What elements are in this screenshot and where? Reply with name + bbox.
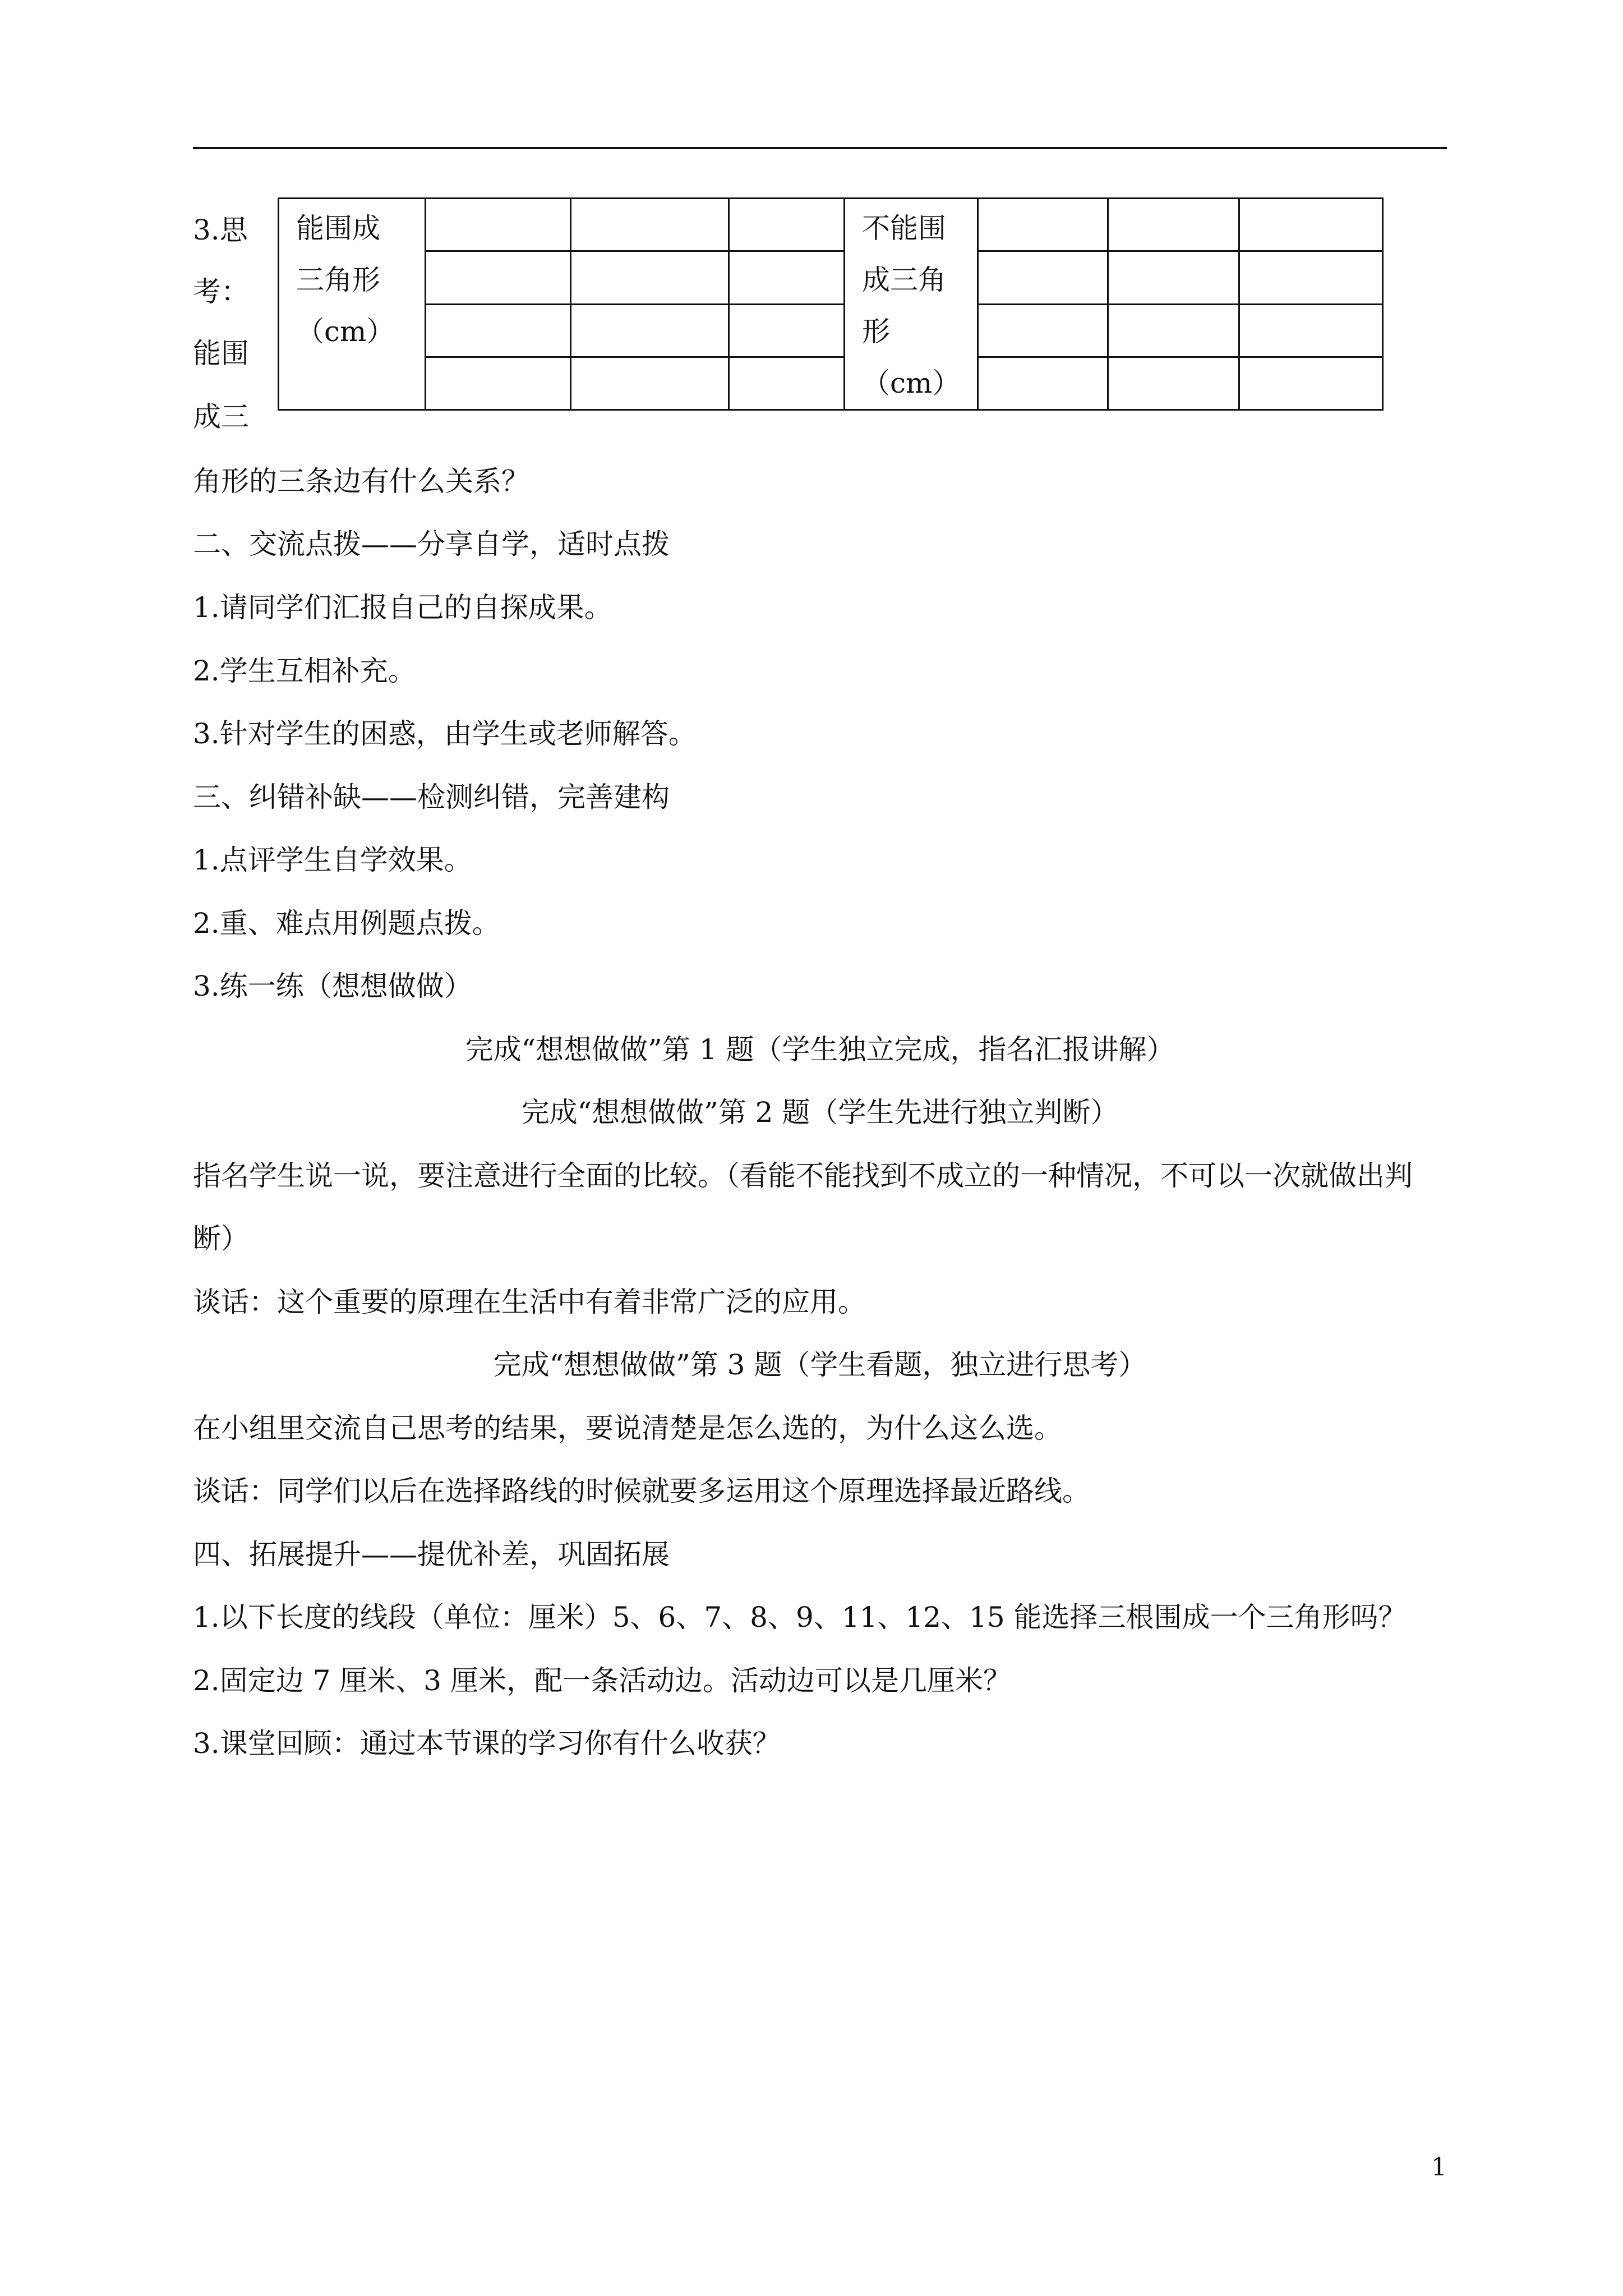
paragraph-line: 1.点评学生自学效果。 bbox=[193, 844, 472, 876]
paragraph-line: 3.针对学生的困惑，由学生或老师解答。 bbox=[193, 717, 697, 750]
cannot-form-triangle-label: 不能围 成三角 形 （cm） bbox=[845, 199, 978, 410]
question3-label-line-4: 成三 bbox=[193, 401, 249, 433]
page-number: 1 bbox=[1431, 2153, 1447, 2182]
exercise-line: 完成“想想做做”第 1 题（学生独立完成，指名汇报讲解） bbox=[465, 1033, 1175, 1066]
table-cell bbox=[571, 251, 729, 304]
paragraph-line: 2.重、难点用例题点拨。 bbox=[193, 907, 500, 940]
table-cell bbox=[1239, 357, 1383, 409]
question3-label-line-2: 考： bbox=[193, 275, 249, 308]
table-cell bbox=[426, 251, 571, 304]
table-cell bbox=[978, 357, 1108, 409]
table-row bbox=[279, 199, 1383, 251]
paragraph-line: 谈话：同学们以后在选择路线的时候就要多运用这个原理选择最近路线。 bbox=[193, 1475, 1090, 1507]
table-cell bbox=[1108, 251, 1239, 304]
section-heading-2: 二、交流点拨——分享自学，适时点拨 bbox=[193, 528, 670, 560]
table-cell bbox=[1108, 199, 1239, 251]
paragraph-line: 3.练一练（想想做做） bbox=[193, 970, 472, 1002]
table-cell bbox=[571, 357, 729, 409]
table-cell bbox=[1239, 304, 1383, 357]
table-cell bbox=[1108, 304, 1239, 357]
question3-continuation: 角形的三条边有什么关系？ bbox=[193, 465, 529, 498]
question3-label-line-1: 3.思 bbox=[193, 214, 248, 246]
paragraph-line: 2.固定边 7 厘米、3 厘米，配一条活动边。活动边可以是几厘米？ bbox=[193, 1664, 1012, 1697]
header-rule bbox=[193, 147, 1447, 149]
exercise-line: 完成“想想做做”第 2 题（学生先进行独立判断） bbox=[521, 1096, 1119, 1129]
paragraph-line: 1.以下长度的线段（单位：厘米）5、6、7、8、9、11、12、15 能选择三根围成一个三角形吗？ bbox=[193, 1601, 1407, 1634]
paragraph-line: 2.学生互相补充。 bbox=[193, 655, 416, 687]
paragraph-line: 1.请同学们汇报自己的自探成果。 bbox=[193, 591, 612, 624]
question3-label-line-3: 能围 bbox=[193, 337, 249, 370]
paragraph-line: 3.课堂回顾：通过本节课的学习你有什么收获？ bbox=[193, 1727, 781, 1760]
table-cell bbox=[978, 304, 1108, 357]
table-cell bbox=[1108, 357, 1239, 409]
table-cell bbox=[729, 304, 845, 357]
exercise-line: 完成“想想做做”第 3 题（学生看题，独立进行思考） bbox=[493, 1349, 1147, 1381]
table-row bbox=[279, 251, 1383, 304]
table-row bbox=[279, 304, 1383, 357]
paragraph-line: 在小组里交流自己思考的结果，要说清楚是怎么选的，为什么这么选。 bbox=[193, 1412, 1062, 1444]
table-cell bbox=[729, 357, 845, 409]
table-cell bbox=[1239, 199, 1383, 251]
table-cell bbox=[729, 199, 845, 251]
section-heading-4: 四、拓展提升——提优补差，巩固拓展 bbox=[193, 1538, 670, 1571]
paragraph-line: 谈话：这个重要的原理在生活中有着非常广泛的应用。 bbox=[193, 1286, 866, 1318]
table-row bbox=[279, 357, 1383, 409]
table-cell bbox=[978, 199, 1108, 251]
can-form-triangle-label: 能围成 三角形 （cm） bbox=[279, 199, 426, 410]
table-cell bbox=[729, 251, 845, 304]
paragraph-line: 断） bbox=[193, 1222, 249, 1255]
table-cell bbox=[426, 304, 571, 357]
table-cell bbox=[426, 199, 571, 251]
section-heading-3: 三、纠错补缺——检测纠错，完善建构 bbox=[193, 781, 670, 813]
table-cell bbox=[571, 304, 729, 357]
table-cell bbox=[978, 251, 1108, 304]
table-cell bbox=[426, 357, 571, 409]
triangle-sides-table bbox=[278, 197, 1384, 411]
table-cell bbox=[1239, 251, 1383, 304]
paragraph-line: 指名学生说一说，要注意进行全面的比较。（看能不能找到不成立的一种情况，不可以一次就做出判 bbox=[193, 1159, 1413, 1192]
table-cell bbox=[571, 199, 729, 251]
